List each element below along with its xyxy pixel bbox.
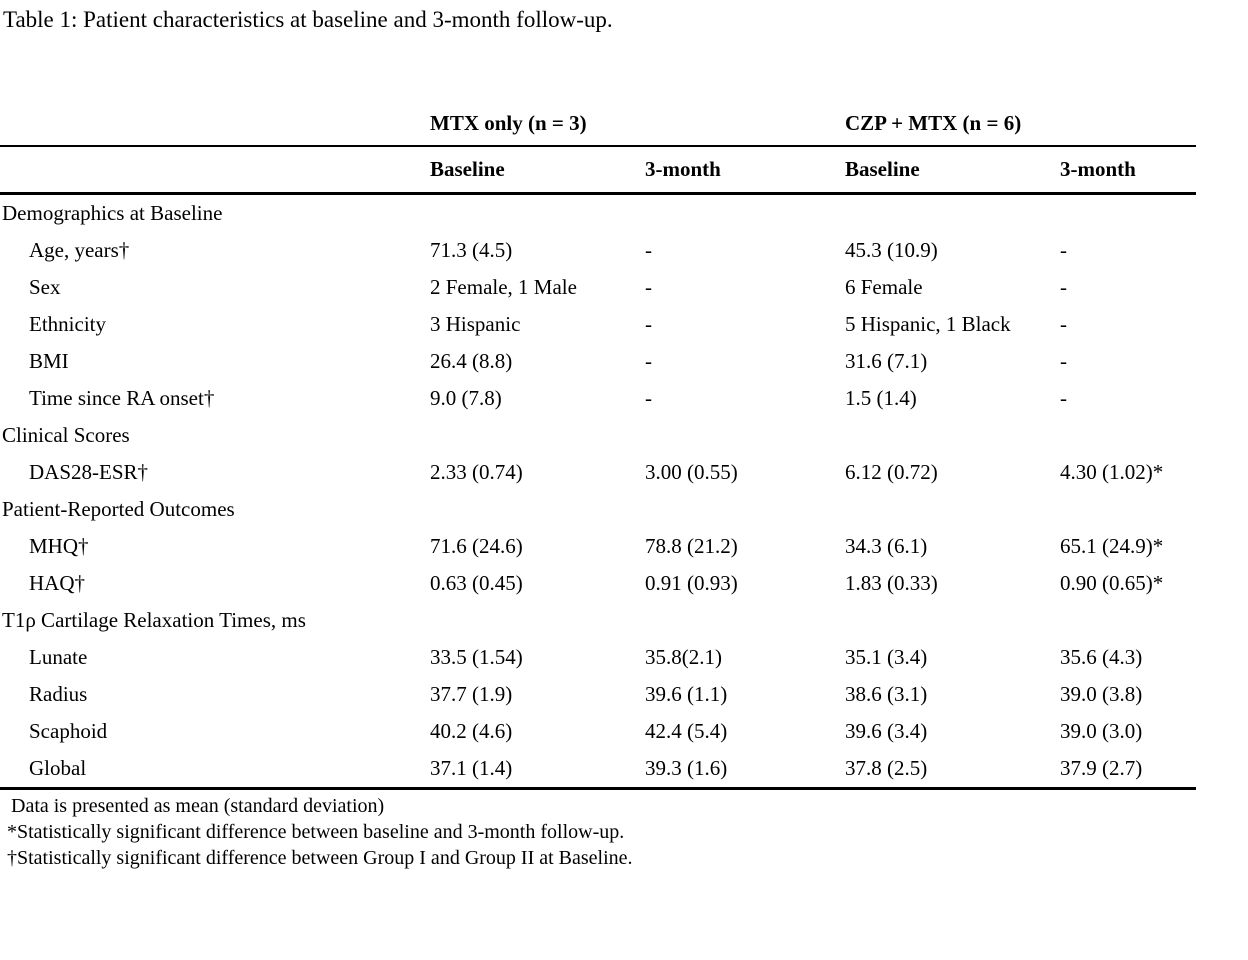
cell: 1.5 (1.4) [845,385,917,410]
cell: 39.6 (1.1) [645,681,728,706]
cell: 78.8 (21.2) [645,533,738,558]
table-row-das28-esr [0,454,1196,491]
group-header-mtx-only: MTX only (n = 3) [430,111,587,136]
row-label: HAQ† [29,570,85,595]
patient-characteristics-table [0,103,1196,790]
group-header-czp-mtx: CZP + MTX (n = 6) [845,111,1022,136]
cell: 4.30 (1.02)* [1060,459,1164,484]
column-header-row [0,147,1196,195]
section-header-demographics: Demographics at Baseline [2,200,223,225]
section-header-clinical-scores: Clinical Scores [2,422,130,447]
group-header-row [0,103,1196,147]
cell: 31.6 (7.1) [845,348,928,373]
cell: 39.3 (1.6) [645,755,728,780]
cell: 6.12 (0.72) [845,459,938,484]
cell: 37.8 (2.5) [845,755,928,780]
cell: 39.0 (3.8) [1060,681,1143,706]
column-header-baseline-1: Baseline [430,156,505,181]
cell: 35.6 (4.3) [1060,644,1143,669]
table-row-bmi [0,343,1196,380]
cell: 5 Hispanic, 1 Black [845,311,1011,336]
footnote-data-presentation: Data is presented as mean (standard deviation) [11,794,385,817]
cell: 65.1 (24.9)* [1060,533,1164,558]
row-label: Radius [29,681,88,706]
cell: 42.4 (5.4) [645,718,728,743]
table-row-global [0,750,1196,787]
section-header-row [0,491,1196,528]
section-header-t1rho: T1ρ Cartilage Relaxation Times, ms [2,607,306,632]
cell: 1.83 (0.33) [845,570,938,595]
row-label: Global [29,755,87,780]
cell: 39.0 (3.0) [1060,718,1143,743]
cell: 45.3 (10.9) [845,237,938,262]
cell: 37.1 (1.4) [430,755,513,780]
page [0,6,1248,960]
cell: 37.7 (1.9) [430,681,513,706]
cell: 33.5 (1.54) [430,644,523,669]
cell: 40.2 (4.6) [430,718,513,743]
cell: 6 Female [845,274,923,299]
section-header-row [0,602,1196,639]
section-header-row [0,417,1196,454]
cell: - [1060,348,1067,373]
cell: 26.4 (8.8) [430,348,513,373]
cell: - [645,385,652,410]
table-row-haq [0,565,1196,602]
row-label: MHQ† [29,533,89,558]
table-row-ethnicity [0,306,1196,343]
row-label: Lunate [29,644,88,669]
table-row-scaphoid [0,713,1196,750]
row-label: Ethnicity [29,311,106,336]
cell: 0.90 (0.65)* [1060,570,1164,595]
cell: 9.0 (7.8) [430,385,502,410]
cell: - [645,237,652,262]
row-label: Scaphoid [29,718,108,743]
cell: - [1060,274,1067,299]
table-footnotes [0,793,1248,871]
table-row-sex [0,269,1196,306]
footnote-asterisk: *Statistically significant difference between baseline and 3-month follow-up. [7,820,625,843]
cell: 35.1 (3.4) [845,644,928,669]
cell: - [645,274,652,299]
section-header-patient-reported-outcomes: Patient-Reported Outcomes [2,496,235,521]
row-label: Time since RA onset† [29,385,215,410]
section-header-row [0,195,1196,232]
cell: 3 Hispanic [430,311,521,336]
cell: 37.9 (2.7) [1060,755,1143,780]
column-header-baseline-2: Baseline [845,156,920,181]
cell: 3.00 (0.55) [645,459,738,484]
cell: 2.33 (0.74) [430,459,523,484]
table-row-lunate [0,639,1196,676]
table-row-age [0,232,1196,269]
table-row-mhq [0,528,1196,565]
cell: 0.91 (0.93) [645,570,738,595]
row-label: Age, years† [29,237,130,262]
column-header-3month-2: 3-month [1060,156,1136,181]
cell: 71.3 (4.5) [430,237,513,262]
cell: - [645,311,652,336]
cell: - [1060,385,1067,410]
cell: - [1060,311,1067,336]
cell: - [645,348,652,373]
column-header-3month-1: 3-month [645,156,721,181]
cell: - [1060,237,1067,262]
table-row-time-since-ra-onset [0,380,1196,417]
row-label: Sex [29,274,61,299]
cell: 39.6 (3.4) [845,718,928,743]
row-label: BMI [29,348,69,373]
cell: 0.63 (0.45) [430,570,523,595]
cell: 35.8(2.1) [645,644,722,669]
footnote-dagger: †Statistically significant difference between Group I and Group II at Baseline. [7,846,633,869]
cell: 34.3 (6.1) [845,533,928,558]
table-row-radius [0,676,1196,713]
row-label: DAS28-ESR† [29,459,149,484]
cell: 38.6 (3.1) [845,681,928,706]
cell: 2 Female, 1 Male [430,274,577,299]
cell: 71.6 (24.6) [430,533,523,558]
table-caption: Table 1: Patient characteristics at baseline and 3-month follow-up. [3,7,613,32]
table-body [0,195,1196,790]
